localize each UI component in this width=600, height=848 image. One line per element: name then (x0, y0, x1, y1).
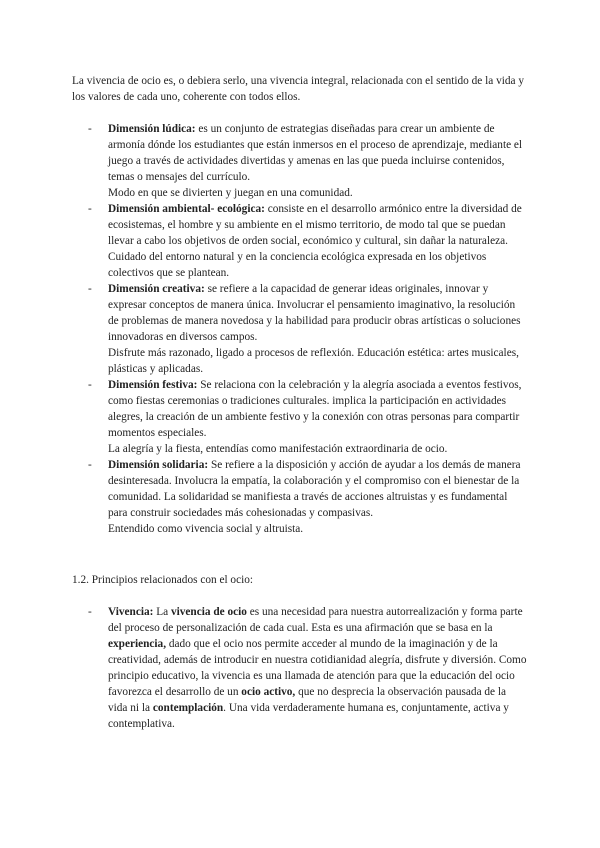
dimension-note: Cuidado del entorno natural y en la conciencia ecológica expresada en los objetivos colectivos que se plantean. (108, 251, 487, 279)
list-item (0, 201, 528, 281)
dimension-description: consiste en el desarrollo armónico entre la diversidad de ecosistemas, el hombre y su ambiente en el mismo territorio, de modo tal que se puedan llevar a cabo los objetivos de orden social, económico y cultural, sin dañar la naturaleza. (108, 203, 522, 247)
text-run: es una necesidad para nuestra autorrealización y forma parte del proceso de personalización de cada cual. Esta es una afirmación que se basa en la (108, 606, 523, 634)
dimension-description: es un conjunto de estrategias diseñadas para crear un ambiente de armonía dónde los estudiantes que están inmersos en el proceso de aprendizaje, mediante el juego a través de actividades divertidas y amenas en las que pueda incluirse contenidos, temas o mensajes del currículo. (108, 123, 523, 183)
emphasis-contemplacion: contemplación (152, 702, 224, 714)
principle-text (108, 604, 528, 732)
dimension-term: Dimensión festiva: (108, 379, 198, 391)
text-run: dado que el ocio nos permite acceder al mundo de la imaginación y de la creatividad, además de introducir en nuestra cotidianidad alegría, disfrute y diversión. Como principio educativo, la vivencia es una llamada de atención para que la educación del ocio favorezca el desarrollo de un (108, 638, 527, 698)
principle-term: Vivencia: (108, 606, 154, 618)
principles-list (0, 604, 600, 732)
dimension-term: Dimensión ambiental- ecológica: (108, 203, 265, 215)
dimension-note: Modo en que se divierten y juegan en una comunidad. (108, 187, 353, 199)
section-heading: 1.2. Principios relacionados con el ocio: (72, 574, 254, 586)
dimension-text (108, 121, 528, 185)
dimension-term: Dimensión solidaria: (108, 459, 209, 471)
dimension-description: Se relaciona con la celebración y la alegría asociada a eventos festivos, como fiestas ceremonias o tradiciones culturales. implica la participación en actividades alegres, la creación de un ambiente festivo y la conexión con otras personas para compartir momentos especiales. (108, 379, 522, 439)
list-item (0, 457, 528, 537)
bullet-dash: - (88, 203, 92, 215)
text-run: . Una vida verdaderamente humana es, conjuntamente, activa y contemplativa. (108, 702, 509, 730)
text-run: La (153, 606, 171, 618)
dimension-note: Entendido como vivencia social y altruista. (108, 523, 304, 535)
intro-paragraph: La vivencia de ocio es, o debiera serlo, una vivencia integral, relacionada con el sentido de la vida y los valores de cada uno, coherente con todos ellos. (72, 75, 525, 103)
dimension-note: La alegría y la fiesta, entendías como manifestación extraordinaria de ocio. (108, 443, 448, 455)
emphasis-experiencia: experiencia, (108, 638, 167, 650)
dimension-text (108, 201, 528, 249)
dimension-text (108, 377, 528, 441)
list-item (0, 281, 528, 377)
dimension-term: Dimensión creativa: (108, 283, 205, 295)
bullet-dash: - (88, 379, 92, 391)
dimension-term: Dimensión lúdica: (108, 123, 196, 135)
bullet-dash: - (88, 459, 92, 471)
dimension-description: se refiere a la capacidad de generar ideas originales, innovar y expresar conceptos de manera única. Involucrar el pensamiento imaginativo, la resolución de problemas de manera novedosa y la habilidad para producir obras artísticas o soluciones innovadoras en diversos campos. (108, 283, 521, 343)
list-item (0, 121, 528, 201)
dimensions-list (0, 121, 600, 537)
text-run: que no desprecia la observación pausada de la vida ni la (108, 686, 507, 714)
list-item (0, 377, 528, 457)
dimension-text (108, 457, 528, 521)
list-item (0, 604, 528, 732)
emphasis-ocio-activo: ocio activo, (241, 686, 296, 698)
bullet-dash: - (88, 606, 92, 618)
bullet-dash: - (88, 283, 92, 295)
bullet-dash: - (88, 123, 92, 135)
dimension-text (108, 281, 528, 345)
dimension-description: Se refiere a la disposición y acción de ayudar a los demás de manera desinteresada. Involucra la empatía, la colaboración y el compromiso con el bienestar de la comunidad. La solidaridad se manifiesta a través de acciones altruistas y es fundamental para construir sociedades más cohesionadas y compasivas. (108, 459, 521, 519)
emphasis-vivencia-de-ocio: vivencia de ocio (170, 606, 247, 618)
dimension-note: Disfrute más razonado, ligado a procesos de reflexión. Educación estética: artes musicales, plásticas y aplicadas. (108, 347, 519, 375)
